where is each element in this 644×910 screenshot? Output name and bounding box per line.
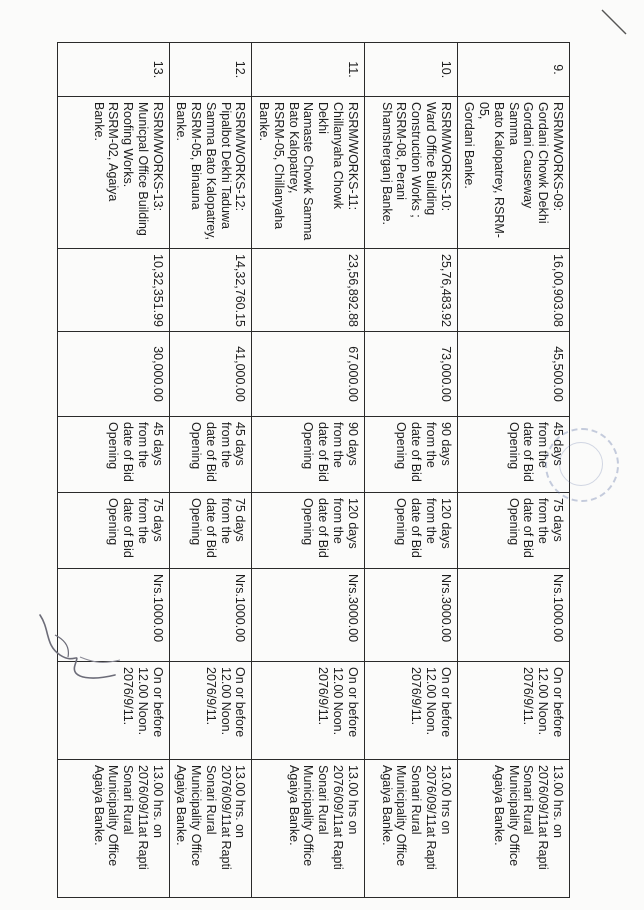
bid-opening-details: 13.00 hrs on 2076/09/11at Rapti Sonari Rural Municipality Office Agaiya Banke. xyxy=(364,760,457,898)
submission-deadline: On or before 12.00 Noon. 2076/9/11. xyxy=(252,662,364,760)
table-row xyxy=(169,43,252,898)
corner-mark-line xyxy=(600,8,630,38)
bid-security-validity: 75 days from the date of Bid Opening xyxy=(457,493,569,569)
table-row xyxy=(57,43,169,898)
bid-document-fee: Nrs.1000.00 xyxy=(457,569,569,662)
serial-number: 9. xyxy=(457,43,569,97)
bid-security-validity: 75 days from the date of Bid Opening xyxy=(57,493,169,569)
handwritten-signature xyxy=(20,595,140,690)
submission-deadline: On or before 12.00 Noon. 2076/9/11. xyxy=(457,662,569,760)
bid-security-amount: 30,000.00 xyxy=(57,332,169,417)
bid-security-validity: 75 days from the date of Bid Opening xyxy=(169,493,252,569)
table-row xyxy=(364,43,457,898)
cost-estimate: 23,56,892.88 xyxy=(252,249,364,332)
serial-number: 12. xyxy=(169,43,252,97)
bid-security-amount: 67,000.00 xyxy=(252,332,364,417)
bid-security-amount: 41,000.00 xyxy=(169,332,252,417)
cost-estimate: 10,32,351.99 xyxy=(57,249,169,332)
office-stamp xyxy=(545,428,619,502)
bid-security-validity: 120 days from the date of Bid Opening xyxy=(364,493,457,569)
bid-security-amount: 73,000.00 xyxy=(364,332,457,417)
bid-document-fee: Nrs.3000.00 xyxy=(364,569,457,662)
cost-estimate: 16,00,903.08 xyxy=(457,249,569,332)
contract-description: RSRM/WORKS-13: Municpal Office Building Roofing Works. RSRM-02, Agaiya Banke. xyxy=(57,97,169,249)
serial-number: 11. xyxy=(252,43,364,97)
bid-validity: 45 days from the date of Bid Opening xyxy=(457,417,569,493)
bid-notice-table xyxy=(57,42,570,898)
contract-description: RSRM/WORKS-11: Chillanyaha Chowk Dekhi Namaste Chowk Samma Bato Kalopatrey, RSRM-05, Chillanyaha Banke. xyxy=(252,97,364,249)
bid-opening-details: 13.00 hrs on 2076/09/11at Rapti Sonari Rural Municipality Office Agaiya Banke. xyxy=(252,760,364,898)
contract-description: RSRM/WORKS-12: Pipalbot Dekhi Taduwa Samma Bato Kalopatrey, RSRM-05, Binauna Banke. xyxy=(169,97,252,249)
bid-validity: 90 days from the date of Bid Opening xyxy=(252,417,364,493)
serial-number: 13. xyxy=(57,43,169,97)
bid-validity: 45 days from the date of Bid Opening xyxy=(57,417,169,493)
contract-description: RSRM/WORKS-10: Ward Office Building Construction Works ; RSRM-08, Perani Shamsherganj Banke. xyxy=(364,97,457,249)
bid-document-fee: Nrs.1000.00 xyxy=(169,569,252,662)
submission-deadline: On or before 12.00 Noon. 2076/9/11. xyxy=(169,662,252,760)
bid-document-fee: Nrs.3000.00 xyxy=(252,569,364,662)
serial-number: 10. xyxy=(364,43,457,97)
submission-deadline: On or before 12.00 Noon. 2076/9/11. xyxy=(57,662,169,760)
bid-validity: 90 days from the date of Bid Opening xyxy=(364,417,457,493)
bid-document-fee: Nrs.1000.00 xyxy=(57,569,169,662)
bid-opening-details: 13.00 hrs. on 2076/09/11at Rapti Sonari Rural Municipality Office Agaiya Banke. xyxy=(57,760,169,898)
contract-description: RSRM/WORKS-09: Gordani Chowk Dekhi Gordani Causeway Samma Bato Kalopatrey, RSRM-05, Gordani Banke. xyxy=(457,97,569,249)
submission-deadline: On or before 12.00 Noon. 2076/9/11. xyxy=(364,662,457,760)
bid-opening-details: 13.00 hrs. on 2076/09/11at Rapti Sonari Rural Municipality Office Agaiya Banke. xyxy=(169,760,252,898)
table-row xyxy=(252,43,364,898)
bid-security-amount: 45,500.00 xyxy=(457,332,569,417)
cost-estimate: 14,32,760.15 xyxy=(169,249,252,332)
bid-opening-details: 13.00 hrs. on 2076/09/11at Rapti Sonari Rural Municipality Office Agaiya Banke. xyxy=(457,760,569,898)
cost-estimate: 25,76,483.92 xyxy=(364,249,457,332)
bid-validity: 45 days from the date of Bid Opening xyxy=(169,417,252,493)
bid-security-validity: 120 days from the date of Bid Opening xyxy=(252,493,364,569)
